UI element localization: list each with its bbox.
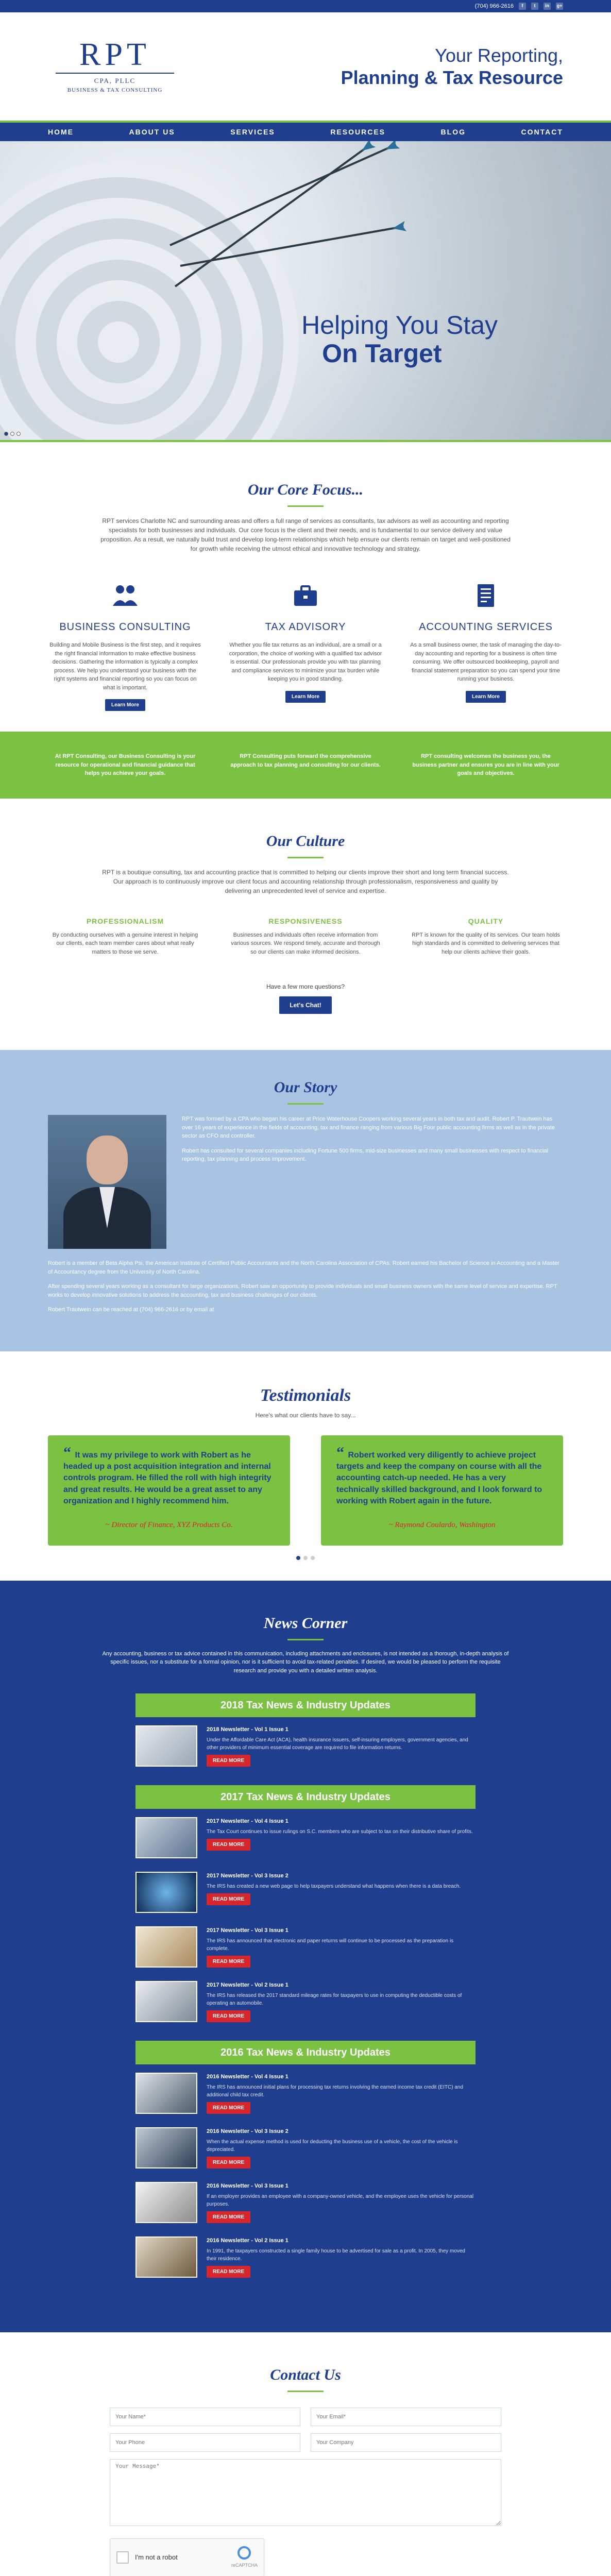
slider-dot[interactable] [311, 1556, 315, 1560]
title-divider [287, 1103, 324, 1105]
article-body: The IRS has created a new web page to help taxpayers understand what happens when there is a data breach. [207, 1883, 461, 1889]
story-section [0, 1050, 611, 1351]
top-bar [0, 0, 611, 12]
article-title[interactable]: 2016 Newsletter - Vol 3 Issue 2 [207, 2128, 288, 2135]
story-continued [48, 1259, 563, 1314]
value-text: RPT is known for the quality of its services. Our team holds high standards and is committed to delivering services that help our clients achieve their goals. [412, 931, 560, 955]
contact-title: Contact Us [270, 2366, 341, 2384]
article-thumbnail[interactable] [135, 1725, 197, 1767]
highlight-strip [0, 732, 611, 799]
article-title[interactable]: 2016 Newsletter - Vol 2 Issue 1 [207, 2238, 288, 2244]
service-text: Building and Mobile Business is the first step, and it requires the right financial information to make effective business decisions. Gathering the information is typically a complex process. We help you understand your business with the right systems and financial reporting so you can focus on what is important. [49, 642, 201, 691]
quote-icon: “ [336, 1444, 348, 1461]
people-icon [109, 579, 142, 612]
value-title: PROFESSIONALISM [86, 917, 164, 925]
nav-about[interactable]: ABOUT US [129, 127, 175, 136]
service-text: As a small business owner, the task of managing the day-to-day accounting and reporting for a business is often time consuming. We offer outsourced bookkeeping, payroll and financial statement preparation so you can spend your time running your business. [410, 642, 562, 682]
service-text: Whether you file tax returns as an individual, are a small or a corporation, the choice of working with a qualified tax advisor is essential. Our professionals provide you with tax planning and compliance services to minimize your tax burden while keeping you in good standing. [229, 642, 382, 682]
founder-portrait [48, 1115, 166, 1249]
read-more-button[interactable]: READ MORE [207, 2266, 250, 2278]
article-thumbnail[interactable] [135, 2073, 197, 2114]
hero-headline [301, 311, 498, 368]
article-title[interactable]: 2017 Newsletter - Vol 3 Issue 2 [207, 1873, 288, 1879]
value-text: By conducting ourselves with a genuine interest in helping our clients, each team member cares about what really matters to those we serve. [52, 931, 198, 955]
story-paragraph: Robert has consulted for several companies including Fortune 500 firms, mid-size businesses and many small businesses with respect to financial reporting, tax planning and process improvement. [182, 1147, 549, 1162]
learn-more-button[interactable]: Learn More [285, 691, 326, 703]
article-body: The IRS has announced initial plans for processing tax returns involving the earned income tax credit (EITC) and additional child tax credit. [207, 2084, 464, 2098]
news-article [135, 2127, 476, 2168]
testimonials-section [0, 1351, 611, 1581]
logo-rule [56, 73, 174, 74]
testimonial-author: ~ Raymond Coulardo, Washington [388, 1521, 496, 1530]
article-title[interactable]: 2017 Newsletter - Vol 2 Issue 1 [207, 1982, 288, 1989]
testimonials-subtitle: Here's what our clients have to say... [255, 1411, 356, 1419]
culture-title: Our Culture [266, 832, 345, 850]
service-title: BUSINESS CONSULTING [59, 621, 191, 633]
portrait-head [87, 1136, 128, 1184]
title-divider [287, 857, 324, 858]
news-article [135, 1817, 476, 1858]
nav-services[interactable]: SERVICES [230, 127, 275, 136]
news-article [135, 1981, 476, 2022]
values-row [48, 916, 563, 957]
article-thumbnail[interactable] [135, 2236, 197, 2278]
google-plus-icon[interactable]: g+ [556, 3, 563, 10]
year-heading: 2018 Tax News & Industry Updates [135, 1693, 476, 1717]
article-body: The Tax Court continues to issue rulings on S.C. members who are subject to tax on their distributive share of profits. [207, 1828, 473, 1835]
article-thumbnail[interactable] [135, 2127, 197, 2168]
read-more-button[interactable]: READ MORE [207, 1755, 250, 1767]
core-focus-section [0, 440, 611, 732]
value-title: QUALITY [468, 917, 504, 925]
nav-home[interactable]: HOME [48, 127, 74, 136]
testimonial-quote: “ It was my privilege to work with Robert as he headed up a post acquisition integration and internal controls program. He filled the roll with high integrity and great results. He would be a great asset to any organization and I highly recommend him. [63, 1444, 271, 1506]
testimonial-card [48, 1435, 290, 1546]
slider-dot[interactable] [16, 432, 21, 436]
news-title: News Corner [263, 1614, 348, 1632]
article-thumbnail[interactable] [135, 1926, 197, 1968]
read-more-button[interactable]: READ MORE [207, 2157, 250, 2168]
captcha-label: I'm not a robot [135, 2553, 178, 2562]
year-heading: 2017 Tax News & Industry Updates [135, 1785, 476, 1809]
value-card [228, 916, 383, 957]
facebook-icon[interactable]: f [519, 3, 526, 10]
article-thumbnail[interactable] [135, 2182, 197, 2223]
news-section [0, 1581, 611, 2333]
story-paragraph: Robert Trautwein can be reached at (704) 966-2616 or by email at [48, 1307, 214, 1313]
service-card [48, 579, 202, 711]
recaptcha-widget [110, 2538, 264, 2576]
story-paragraph: Robert is a member of Beta Alpha Psi, the American Institute of Certified Public Accountants and the North Carolina Association of CPAs. Robert earned his Bachelor of Science in Accounting and a Master of Accountancy degree from the University of North Carolina. [48, 1260, 559, 1275]
article-thumbnail[interactable] [135, 1981, 197, 2022]
service-title: ACCOUNTING SERVICES [419, 621, 553, 633]
testimonial-dots[interactable] [48, 1556, 563, 1560]
company-input[interactable] [311, 2433, 501, 2452]
slider-dot[interactable] [10, 432, 14, 436]
article-body: Under the Affordable Care Act (ACA), health insurance issuers, self-insuring employers, government agencies, and other providers of minimum essential coverage are required to file information returns. [207, 1737, 468, 1751]
culture-section [0, 799, 611, 1050]
site-header [0, 12, 611, 121]
read-more-button[interactable]: READ MORE [207, 1839, 250, 1851]
strip-text: At RPT Consulting, our Business Consulting is your resource for operational and financial guidance that helps you achieve your goals. [55, 753, 196, 776]
question-text: Have a few more questions? [266, 983, 345, 990]
article-title[interactable]: 2017 Newsletter - Vol 3 Issue 1 [207, 1927, 288, 1934]
news-article [135, 2236, 476, 2278]
service-card [409, 579, 563, 711]
testimonials-title: Testimonials [260, 1385, 351, 1405]
news-article [135, 1872, 476, 1913]
testimonial-card [321, 1435, 563, 1546]
read-more-button[interactable]: READ MORE [207, 1893, 250, 1905]
news-article [135, 1926, 476, 1968]
culture-intro: RPT is a boutique consulting, tax and accounting practice that is committed to helping our clients improve their short and long term financial success. Our approach is to continuously improve our client focus and accounting relationship through professionalism, responsiveness and quality by delivering an unprecedented level of service and expertise. [102, 868, 509, 894]
captcha-checkbox[interactable] [116, 2551, 129, 2564]
story-title: Our Story [274, 1079, 337, 1096]
article-title[interactable]: 2018 Newsletter - Vol 1 Issue 1 [207, 1726, 288, 1733]
read-more-button[interactable]: READ MORE [207, 2010, 250, 2022]
service-card [228, 579, 383, 711]
news-article [135, 2073, 476, 2114]
value-card [409, 916, 563, 957]
slider-dot[interactable] [296, 1556, 300, 1560]
article-title[interactable]: 2017 Newsletter - Vol 4 Issue 1 [207, 1818, 288, 1825]
services-row [48, 579, 563, 711]
story-text [182, 1115, 563, 1249]
core-title: Our Core Focus... [247, 481, 364, 498]
hero-line1: Helping You Stay [301, 311, 498, 340]
tagline-line1: Your Reporting, [435, 44, 563, 66]
news-article [135, 1725, 476, 1767]
core-intro: RPT services Charlotte NC and surrounding areas and offers a full range of services as consultants, tax advisors as well as accounting and reporting specialists for both businesses and individuals. Our core focus is the client and their needs, and is fundamental to our service delivery and value proposition. As a result, we naturally build trust and develop long-term relationships which help ensure our clients remain on target and well-positioned for growth while receiving the utmost ethical and innovative technology and strategy. [100, 517, 511, 552]
email-input[interactable] [311, 2408, 501, 2426]
title-divider [287, 505, 324, 507]
news-intro: Any accounting, business or tax advice contained in this communication, including attachments and enclosures, is not intended as a thorough, in-depth analysis of specific issues, nor a substitute for a formal opinion, nor is it sufficient to avoid tax-related penalties. If desired, we would be pleased to perform the requisite research and provide you with a detailed written analysis. [102, 1650, 509, 1674]
news-article [135, 2182, 476, 2223]
linkedin-icon[interactable]: in [544, 3, 551, 10]
article-thumbnail[interactable] [135, 1817, 197, 1858]
story-paragraph: RPT was formed by a CPA who began his career at Price Waterhouse Coopers working several years in both tax and audit. Robert P. Trautwein has over 16 years of experience in the fields of accounting, tax and finance ranging from various Big Four public accounting firms as well as in the private sector as CFO and controller. [182, 1116, 555, 1139]
document-icon [469, 579, 502, 612]
strip-text: RPT consulting welcomes the business you, the business partner and ensures you are in line with your goals and objectives. [412, 753, 559, 776]
twitter-icon[interactable]: t [531, 3, 538, 10]
nav-contact[interactable]: CONTACT [521, 127, 563, 136]
nav-resources[interactable]: RESOURCES [330, 127, 385, 136]
message-input[interactable] [110, 2459, 501, 2526]
slider-dot[interactable] [4, 432, 8, 436]
read-more-button[interactable]: READ MORE [207, 2102, 250, 2114]
story-paragraph: After spending several years working as a consultant for large organizations, Robert saw an opportunity to provide individuals and small business owners with the same level of service and expertise. RPT works to develop innovative solutions to address the accounting, tax and business challenges of our clients. [48, 1283, 557, 1298]
article-body: The IRS has released the 2017 standard mileage rates for taxpayers to use in computing the deductible costs of operating an automobile. [207, 1992, 462, 2006]
learn-more-button[interactable]: Learn More [105, 699, 145, 711]
year-heading: 2016 Tax News & Industry Updates [135, 2041, 476, 2064]
title-divider [287, 2391, 324, 2392]
read-more-button[interactable]: READ MORE [207, 1956, 250, 1968]
phone-number[interactable]: (704) 966-2616 [474, 3, 514, 9]
article-body: If an employer provides an employee with a company-owned vehicle, and the employee uses the vehicle for personal purposes. [207, 2193, 474, 2207]
logo-mark: RPT [79, 37, 150, 72]
slider-dots[interactable] [4, 432, 21, 436]
article-title[interactable]: 2016 Newsletter - Vol 4 Issue 1 [207, 2074, 288, 2080]
article-body: The IRS has announced that electronic and paper returns will continue to be processed as the preparation is complete. [207, 1938, 454, 1952]
tagline [341, 44, 563, 89]
briefcase-icon [289, 579, 322, 612]
chat-prompt [48, 982, 563, 1014]
strip-text: RPT Consulting puts forward the comprehensive approach to tax planning and consulting for our clients. [230, 753, 381, 768]
recaptcha-icon [237, 2546, 251, 2560]
value-title: RESPONSIVENESS [268, 917, 343, 925]
slider-dot[interactable] [303, 1556, 308, 1560]
logo[interactable] [48, 39, 182, 94]
main-nav [0, 121, 611, 141]
hero-banner [0, 141, 611, 440]
article-title[interactable]: 2016 Newsletter - Vol 3 Issue 1 [207, 2183, 288, 2190]
story-row [48, 1115, 563, 1249]
quote-icon: “ [63, 1444, 75, 1461]
value-text: Businesses and individuals often receive information from various sources. We respond timely, accurate and thorough so our clients can make informed decisions. [231, 931, 380, 955]
testimonials-row [48, 1435, 563, 1546]
hero-line2: On Target [322, 339, 442, 368]
testimonial-author: ~ Director of Finance, XYZ Products Co. [105, 1521, 233, 1530]
learn-more-button[interactable]: Learn More [466, 691, 506, 703]
logo-line1: CPA, PLLC [94, 77, 136, 84]
title-divider [287, 1639, 324, 1640]
tagline-line2: Planning & Tax Resource [341, 67, 563, 88]
recaptcha-logo: reCAPTCHA [231, 2546, 258, 2569]
article-body: When the actual expense method is used for deducting the business use of a vehicle, the cost of the vehicle is depreciated. [207, 2139, 458, 2153]
service-title: TAX ADVISORY [265, 621, 346, 633]
lets-chat-button[interactable]: Let's Chat! [279, 996, 332, 1014]
testimonial-quote: “ Robert worked very diligently to achieve project targets and keep the company on course with all the accounting catch-up needed. He has a very technically skilled background, and I look forward to working with Robert again in the future. [336, 1444, 542, 1506]
phone-input[interactable] [110, 2433, 300, 2452]
value-card [48, 916, 202, 957]
contact-section [0, 2332, 611, 2576]
name-input[interactable] [110, 2408, 300, 2426]
nav-blog[interactable]: BLOG [440, 127, 466, 136]
target-image [0, 162, 299, 440]
contact-form [110, 2408, 501, 2576]
article-body: In 1991, the taxpayers constructed a single family house to be advertised for sale as a profit. In 2005, they moved their residence. [207, 2248, 465, 2262]
read-more-button[interactable]: READ MORE [207, 2211, 250, 2223]
logo-line2: BUSINESS & TAX CONSULTING [67, 87, 163, 93]
article-thumbnail[interactable] [135, 1872, 197, 1913]
